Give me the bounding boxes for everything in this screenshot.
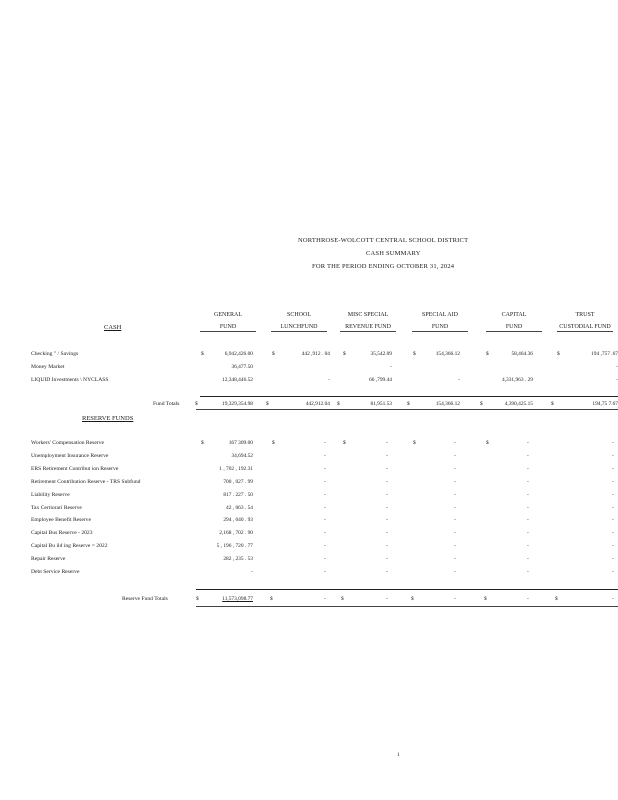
reserve-totals-empty-cell: $ (484, 596, 487, 602)
reserve-general-cell: 167 309.00 (228, 440, 253, 446)
reserve-heading: RESERVE FUNDS (82, 415, 134, 422)
reserve-totals-rule (196, 589, 618, 590)
reserve-empty-cell: - (612, 569, 614, 575)
column-header-bottom: FUND (219, 324, 237, 330)
reserve-empty-cell: - (454, 569, 456, 575)
reserve-empty-cell: - (386, 569, 388, 575)
reserve-empty-cell: - (527, 543, 529, 549)
cash-cell: - (390, 364, 392, 370)
reserve-totals-dollar: $ (196, 596, 199, 602)
reserve-empty-cell: - (454, 466, 456, 472)
reserve-empty-cell: - (324, 440, 326, 446)
cash-dollar-sign: $ (272, 351, 275, 357)
column-header-bottom: REVENUE FUND (345, 324, 391, 330)
reserve-totals-dash: - (454, 596, 456, 602)
column-header-top: MISC SPECIAL (347, 312, 389, 318)
column-header-underline (340, 331, 396, 332)
cash-cell: 12,348,446.52 (222, 377, 253, 383)
reserve-empty-cell: - (612, 453, 614, 459)
reserve-row-label: Liability Reserve (31, 492, 70, 498)
cash-cell: 66 ,799.44 (369, 377, 392, 383)
cash-cell: 194 ,757 .67 (591, 351, 618, 357)
reserve-row-label: Capital Bu ild ing Reserve = 2022 (31, 543, 108, 549)
reserve-empty-cell: - (454, 556, 456, 562)
reserve-empty-cell: - (454, 479, 456, 485)
reserve-dollar-sign: $ (413, 440, 416, 446)
reserve-general-cell: 282 , 235 . 53 (223, 556, 253, 562)
cash-row-label: Checking " / Savings (31, 351, 79, 357)
reserve-totals-general: 11,573,098.77 (222, 596, 253, 602)
cash-totals-cell: 442,912.04 (305, 401, 330, 407)
page-number: 1 (397, 752, 400, 758)
column-header-underline (412, 331, 468, 332)
reserve-row-label: Unemployment Insurance Reserve (31, 453, 109, 459)
reserve-empty-cell: - (612, 517, 614, 523)
reserve-general-cell: 817 . 227 . 50 (223, 492, 253, 498)
column-header-top: GENERAL (214, 312, 242, 318)
cash-cell: 154,366.12 (435, 351, 460, 357)
cash-totals-dollar: $ (195, 401, 198, 407)
report-title: CASH SUMMARY (366, 250, 421, 257)
reserve-empty-cell: - (527, 556, 529, 562)
cash-totals-rule (200, 396, 618, 397)
reserve-empty-cell: - (527, 453, 529, 459)
reserve-empty-cell: - (527, 517, 529, 523)
reserve-empty-cell: - (527, 505, 529, 511)
column-header-bottom: FUND (505, 324, 523, 330)
cash-totals-cell: 154,366.12 (435, 401, 460, 407)
reserve-row-label: Capital Bus Reserve - 2023 (31, 530, 93, 536)
reserve-empty-cell: - (324, 556, 326, 562)
reserve-totals-empty-cell: $ (341, 596, 344, 602)
reserve-empty-cell: - (612, 530, 614, 536)
cash-dollar-sign: $ (486, 351, 489, 357)
reserve-empty-cell: - (386, 466, 388, 472)
reserve-empty-cell: - (324, 479, 326, 485)
reserve-totals-empty-cell: $ (411, 596, 414, 602)
cash-totals-cell: 4,390,425.15 (504, 401, 533, 407)
cash-dollar-sign: $ (557, 351, 560, 357)
cash-cell: 442 ,912 . 04 (301, 351, 330, 357)
reserve-general-cell: 5 , 196 , 720 . 77 (216, 543, 253, 549)
cash-totals-dollar: $ (480, 401, 483, 407)
reserve-empty-cell: - (386, 505, 388, 511)
column-header-underline (271, 331, 327, 332)
reserve-empty-cell: - (527, 569, 529, 575)
reserve-empty-cell: - (527, 530, 529, 536)
reserve-empty-cell: - (527, 440, 529, 446)
cash-totals-cell: 81,951.53 (370, 401, 392, 407)
reserve-empty-cell: - (386, 492, 388, 498)
reserve-row-label: Tax Certiorari Reserve (31, 505, 82, 511)
reserve-row-label: Workers' Compensation Reserve (31, 440, 104, 446)
reserve-empty-cell: - (612, 466, 614, 472)
reserve-empty-cell: - (386, 556, 388, 562)
reserve-general-cell: 2,168 , 702 . 90 (219, 530, 253, 536)
reserve-empty-cell: - (324, 530, 326, 536)
cash-totals-label: Fund Totals (153, 401, 180, 407)
reserve-general-cell: 42 , 063 . 54 (226, 505, 253, 511)
reserve-row-label: Retirement Contribution Reserve - TRS Subfund (31, 479, 141, 485)
cash-cell: 4,331,963 . 29 (502, 377, 533, 383)
reserve-empty-cell: - (386, 453, 388, 459)
column-header-top: TRUST (575, 312, 595, 318)
reserve-row-label: Employee Benefit Reserve (31, 517, 91, 523)
cash-dollar-sign: $ (413, 351, 416, 357)
cash-cell: - (616, 364, 618, 370)
column-header-underline (557, 331, 613, 332)
cash-totals-dollar: $ (551, 401, 554, 407)
period-line: FOR THE PERIOD ENDING OCTOBER 31, 2024 (312, 263, 455, 270)
reserve-row-label: ERS Retirement Contribut ion Reserve (31, 466, 119, 472)
reserve-totals-empty-cell: $ (555, 596, 558, 602)
reserve-empty-cell: - (612, 556, 614, 562)
reserve-empty-cell: - (386, 479, 388, 485)
reserve-empty-cell: - (612, 492, 614, 498)
reserve-dollar-sign: $ (201, 440, 204, 446)
column-header-underline (486, 331, 542, 332)
reserve-empty-cell: - (324, 505, 326, 511)
reserve-dollar-sign: $ (272, 440, 275, 446)
reserve-empty-cell: - (324, 492, 326, 498)
cash-cell: 35,542.09 (370, 351, 392, 357)
reserve-empty-cell: - (454, 492, 456, 498)
cash-cell: 36,477.50 (231, 364, 253, 370)
column-header-bottom: FUND (431, 324, 449, 330)
reserve-empty-cell: - (386, 530, 388, 536)
reserve-empty-cell: - (324, 543, 326, 549)
reserve-empty-cell: - (454, 440, 456, 446)
reserve-empty-cell: - (612, 543, 614, 549)
reserve-empty-cell: - (386, 517, 388, 523)
reserve-totals-label: Reserve Fund Totals (122, 596, 168, 602)
column-header-bottom: CUSTODIAL FUND (559, 324, 611, 330)
reserve-empty-cell: - (527, 492, 529, 498)
cash-dollar-sign: $ (343, 351, 346, 357)
reserve-empty-cell: - (612, 479, 614, 485)
reserve-empty-cell: - (386, 543, 388, 549)
cash-totals-dollar: $ (266, 401, 269, 407)
reserve-totals-empty-cell: $ (270, 596, 273, 602)
cash-totals-dollar: $ (337, 401, 340, 407)
district-title: NORTHROSE-WOLCOTT CENTRAL SCHOOL DISTRICT (298, 237, 469, 244)
reserve-totals-dash: - (527, 596, 529, 602)
reserve-empty-cell: - (324, 453, 326, 459)
reserve-general-cell: 294 , 040 . 93 (223, 517, 253, 523)
reserve-general-cell: - (251, 569, 253, 575)
reserve-empty-cell: - (454, 453, 456, 459)
reserve-general-cell: 1 , 702 , 192.31 (219, 466, 253, 472)
reserve-empty-cell: - (454, 505, 456, 511)
reserve-empty-cell: - (454, 530, 456, 536)
reserve-row-label: Debt Service Reserve (31, 569, 80, 575)
reserve-empty-cell: - (324, 517, 326, 523)
reserve-empty-cell: - (612, 440, 614, 446)
cash-cell: - (616, 377, 618, 383)
reserve-dollar-sign: $ (343, 440, 346, 446)
cash-row-label: Money Market (31, 364, 65, 370)
cash-cell: 58,464.36 (511, 351, 533, 357)
cash-dollar-sign: $ (201, 351, 204, 357)
cash-cell: 6,942,426.00 (224, 351, 253, 357)
reserve-totals-dash: - (386, 596, 388, 602)
cash-cell: - (328, 377, 330, 383)
column-header-underline (200, 331, 256, 332)
cash-totals-dollar: $ (407, 401, 410, 407)
column-header-top: SPECIAL AID (422, 312, 458, 318)
cash-row-label: LIQUID Investments \ NYCLASS (31, 377, 109, 383)
cash-totals-cell: 194,75 7.67 (592, 401, 618, 407)
reserve-totals-dash: - (324, 596, 326, 602)
reserve-empty-cell: - (324, 466, 326, 472)
cash-cell: - (458, 377, 460, 383)
reserve-empty-cell: - (454, 517, 456, 523)
column-header-top: SCHOOL (286, 312, 311, 318)
reserve-totals-underline (196, 606, 618, 607)
reserve-empty-cell: - (324, 569, 326, 575)
reserve-empty-cell: - (527, 466, 529, 472)
column-header-bottom: LUNCHFUND (280, 324, 318, 330)
reserve-general-cell: 700 , 027 . 99 (223, 479, 253, 485)
cash-totals-cell: 19,329,354.98 (222, 401, 253, 407)
reserve-totals-dash: - (612, 596, 614, 602)
reserve-empty-cell: - (454, 543, 456, 549)
cash-totals-underline (196, 409, 618, 410)
reserve-empty-cell: - (386, 440, 388, 446)
reserve-general-cell: 34,694.52 (231, 453, 253, 459)
cash-heading: CASH (104, 324, 122, 331)
reserve-row-label: Repair Reserve (31, 556, 66, 562)
column-header-top: CAPITAL (501, 312, 527, 318)
reserve-dollar-sign: $ (486, 440, 489, 446)
reserve-empty-cell: - (612, 505, 614, 511)
reserve-empty-cell: - (527, 479, 529, 485)
